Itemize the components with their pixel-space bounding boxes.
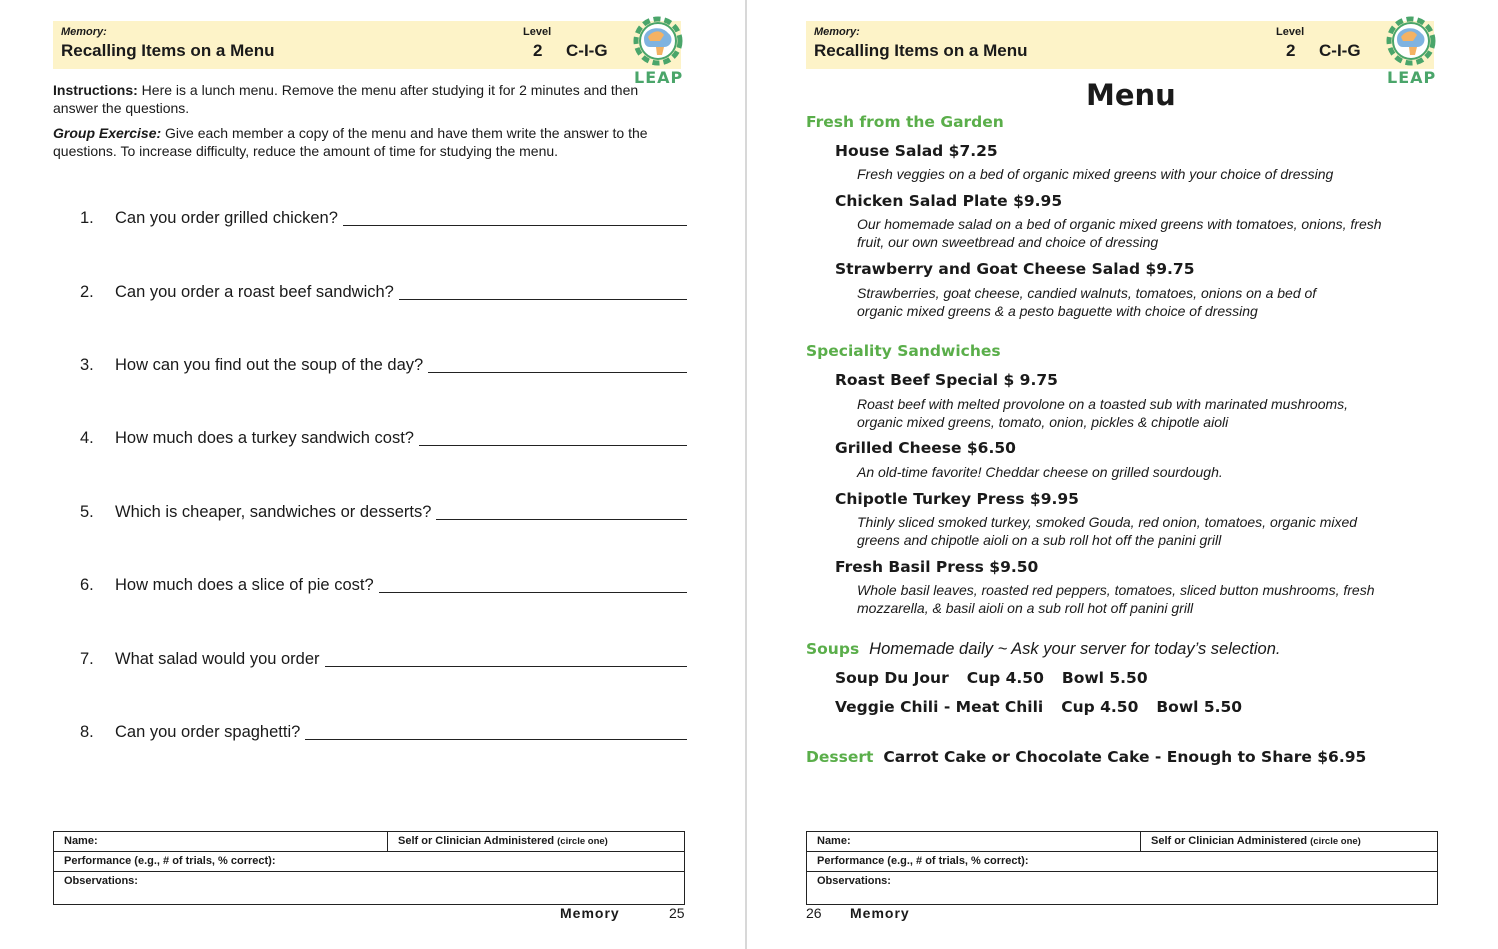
logo-text: LEAP — [634, 68, 684, 87]
dessert-text: Carrot Cake or Chocolate Cake - Enough to Share $6.95 — [883, 748, 1367, 766]
menu-item-chicken-salad-plate: Chicken Salad Plate $9.95 — [835, 192, 1063, 210]
circle-one-note: (circle one) — [1310, 836, 1361, 847]
header-level-code: C-I-G — [1319, 41, 1361, 60]
menu-item-chipotle-turkey-press: Chipotle Turkey Press $9.95 — [835, 490, 1079, 508]
worksheet-header — [53, 21, 681, 69]
page-gutter — [745, 0, 747, 949]
question-2 — [80, 280, 687, 302]
performance-label: Performance (e.g., # of trials, % correct): — [64, 855, 276, 867]
soups-note: Homemade daily ~ Ask your server for today’s selection. — [869, 640, 1281, 658]
question-text: Can you order grilled chicken? — [115, 209, 338, 227]
soup-cup-price: Cup 4.50 — [966, 669, 1044, 687]
section-soups — [806, 640, 1280, 659]
question-text: Which is cheaper, sandwiches or desserts? — [115, 503, 432, 521]
worksheet-header — [806, 21, 1434, 69]
question-text: How much does a slice of pie cost? — [115, 576, 374, 594]
logo-text: LEAP — [1387, 68, 1437, 87]
group-exercise-label: Group Exercise: — [53, 125, 162, 141]
menu-title: Menu — [1086, 78, 1176, 112]
question-text: How can you find out the soup of the day? — [115, 356, 424, 374]
menu-item-description: An old-time favorite! Cheddar cheese on grilled sourdough. — [857, 464, 1223, 480]
soup-bowl-price: Bowl 5.50 — [1061, 669, 1148, 687]
administered-label: Self or Clinician Administered — [1151, 835, 1308, 847]
menu-item-strawberry-goat-cheese-salad: Strawberry and Goat Cheese Salad $9.75 — [835, 260, 1195, 278]
question-text: Can you order a roast beef sandwich? — [115, 283, 394, 301]
name-label: Name: — [64, 835, 98, 847]
menu-item-description: Strawberries, goat cheese, candied walnuts, tomatoes, onions on a bed of organic mixed greens & a pesto baguette with choice of dressing — [857, 285, 1317, 319]
observations-label: Observations: — [64, 875, 138, 887]
menu-item-grilled-cheese: Grilled Cheese $6.50 — [835, 439, 1016, 457]
administered-label: Self or Clinician Administered — [398, 835, 555, 847]
name-label: Name: — [817, 835, 851, 847]
worksheet-page-25 — [0, 0, 745, 949]
header-title: Recalling Items on a Menu — [61, 41, 275, 60]
soup-bowl-price: Bowl 5.50 — [1156, 698, 1243, 716]
footer-section-word: Memory — [560, 905, 620, 921]
question-text: What salad would you order — [115, 650, 320, 668]
record-box — [806, 831, 1438, 905]
instructions-label: Instructions: — [53, 82, 138, 98]
leap-gear-brain-logo-icon — [628, 14, 690, 86]
question-number: 8. — [80, 723, 94, 741]
group-exercise-text: Give each member a copy of the menu and have them write the answer to the questions. To increase difficulty, reduce the amount of time for studying the menu. — [53, 125, 648, 159]
observations-label: Observations: — [817, 875, 891, 887]
soup-row-2 — [835, 698, 1242, 716]
answer-line[interactable] — [343, 212, 687, 226]
question-3 — [80, 353, 687, 375]
question-text: Can you order spaghetti? — [115, 723, 301, 741]
footer-section-word: Memory — [850, 905, 910, 921]
soup-name: Soup Du Jour — [835, 669, 949, 687]
question-6 — [80, 573, 687, 595]
record-box — [53, 831, 685, 905]
question-number: 4. — [80, 429, 94, 447]
name-row[interactable] — [54, 832, 684, 852]
header-category: Memory: — [814, 26, 860, 38]
header-level-label: Level — [1276, 26, 1305, 38]
menu-page-26 — [748, 0, 1498, 949]
performance-row[interactable] — [54, 852, 684, 872]
menu-item-description: Fresh veggies on a bed of organic mixed greens with your choice of dressing — [857, 166, 1334, 182]
header-level-code: C-I-G — [566, 41, 608, 60]
answer-line[interactable] — [436, 506, 687, 520]
answer-line[interactable] — [428, 359, 687, 373]
question-number: 6. — [80, 576, 94, 594]
dessert-heading: Dessert — [806, 748, 874, 766]
circle-one-note: (circle one) — [557, 836, 608, 847]
menu-item-house-salad: House Salad $7.25 — [835, 142, 998, 160]
group-exercise — [53, 124, 663, 160]
question-4 — [80, 426, 687, 448]
instructions-text: Here is a lunch menu. Remove the menu after studying it for 2 minutes and then answer the questions. — [53, 82, 639, 116]
header-title: Recalling Items on a Menu — [814, 41, 1028, 60]
question-text: How much does a turkey sandwich cost? — [115, 429, 414, 447]
soup-cup-price: Cup 4.50 — [1061, 698, 1139, 716]
name-row[interactable] — [807, 832, 1437, 852]
answer-line[interactable] — [419, 432, 687, 446]
question-5 — [80, 500, 687, 522]
page-footer-word — [850, 905, 910, 921]
observations-row[interactable] — [54, 872, 684, 906]
administered-field[interactable] — [1140, 832, 1361, 851]
answer-line[interactable] — [305, 726, 687, 740]
menu-item-roast-beef-special: Roast Beef Special $ 9.75 — [835, 371, 1058, 389]
answer-line[interactable] — [399, 286, 687, 300]
question-number: 7. — [80, 650, 94, 668]
answer-line[interactable] — [379, 579, 687, 593]
soups-heading: Soups — [806, 640, 860, 658]
answer-line[interactable] — [325, 653, 687, 667]
menu-item-description: Thinly sliced smoked turkey, smoked Gouda, red onion, tomatoes, organic mixed greens and chipotle aioli on a sub roll hot off the panini grill — [857, 514, 1358, 548]
menu-item-description: Our homemade salad on a bed of organic mixed greens with tomatoes, onions, fresh fruit, our own sweetbread and choice of dressing — [857, 216, 1382, 250]
question-number: 2. — [80, 283, 94, 301]
question-number: 3. — [80, 356, 94, 374]
performance-row[interactable] — [807, 852, 1437, 872]
page-number: 25 — [669, 905, 685, 921]
menu-item-fresh-basil-press: Fresh Basil Press $9.50 — [835, 558, 1039, 576]
soup-name: Veggie Chili - Meat Chili — [835, 698, 1044, 716]
section-sandwiches: Speciality Sandwiches — [806, 342, 1001, 360]
page-footer-word — [560, 905, 620, 921]
question-number: 5. — [80, 503, 94, 521]
question-number: 1. — [80, 209, 94, 227]
question-7 — [80, 647, 687, 669]
leap-gear-brain-logo-icon — [1381, 14, 1443, 86]
soup-row-1 — [835, 669, 1148, 687]
observations-row[interactable] — [807, 872, 1437, 906]
header-level-label: Level — [523, 26, 552, 38]
header-level-number: 2 — [533, 41, 543, 60]
menu-item-description: Whole basil leaves, roasted red peppers, tomatoes, sliced button mushrooms, fresh mozzarella, & basil aioli on a sub roll hot off panini grill — [857, 582, 1375, 616]
administered-field[interactable] — [387, 832, 608, 851]
page-number: 26 — [806, 905, 822, 921]
section-garden: Fresh from the Garden — [806, 113, 1004, 131]
header-level-number: 2 — [1286, 41, 1296, 60]
performance-label: Performance (e.g., # of trials, % correct): — [817, 855, 1029, 867]
header-category: Memory: — [61, 26, 107, 38]
instructions — [53, 81, 663, 117]
question-1 — [80, 206, 687, 228]
section-dessert — [806, 748, 1366, 766]
menu-item-description: Roast beef with melted provolone on a toasted sub with marinated mushrooms, organic mixed greens, tomato, onion, pickles & chipotle aioli — [857, 396, 1349, 430]
question-8 — [80, 720, 687, 742]
